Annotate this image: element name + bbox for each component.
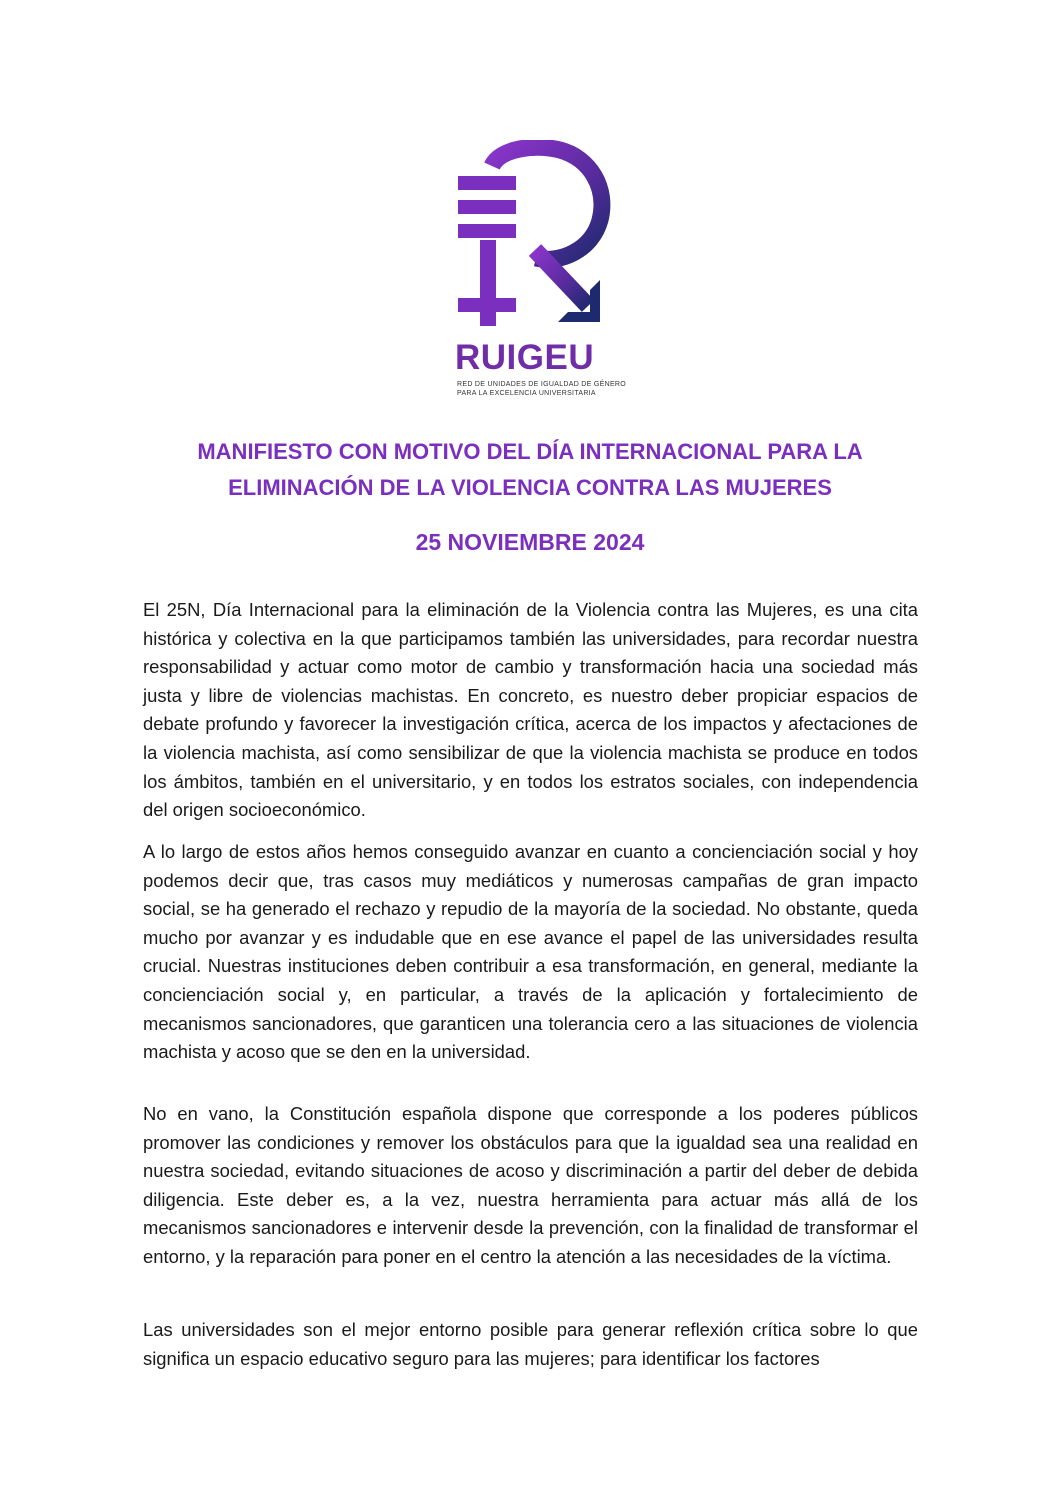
logo-wordmark: RUIGEU — [455, 338, 595, 377]
document-date: 25 NOVIEMBRE 2024 — [415, 529, 645, 555]
logo-subtitle-line1: RED DE UNIDADES DE IGUALDAD DE GÉNERO — [457, 381, 627, 388]
logo-subtitle-line2: PARA LA EXCELENCIA UNIVERSITARIA — [457, 390, 596, 397]
paragraph: El 25N, Día Internacional para la eliminación de la Violencia contra las Mujeres, es una cita histórica y colectiva en la que participamos también las universidades, para recordar nuestra responsabilidad y actuar como motor de cambio y transformación hacia una sociedad más justa y libre de violencias machistas. En concreto, es nuestro deber propiciar espacios de debate profundo y favorecer la investigación crítica, acerca de los impactos y afectaciones de la violencia machista, así como sensibilizar de que la violencia machista se produce en todos los ámbitos, también en el universitario, y en todos los estratos sociales, con independencia del origen socioeconómico. — [143, 599, 918, 821]
document-title-line2: ELIMINACIÓN DE LA VIOLENCIA CONTRA LAS MUJERES — [228, 475, 832, 500]
paragraph: No en vano, la Constitución española dispone que corresponde a los poderes públicos promover las condiciones y remover los obstáculos para que la igualdad sea una realidad en nuestra sociedad, evitando situaciones de acoso y discriminación a partir del deber de debida diligencia. Este deber es, a la vez, nuestra herramienta para actuar más allá de los mecanismos sancionadores e intervenir desde la prevención, con la finalidad de transformar el entorno, y la reparación para poner en el centro la atención a las necesidades de la víctima. — [143, 1103, 918, 1267]
ruigeu-symbol-icon — [440, 140, 620, 340]
paragraph: A lo largo de estos años hemos conseguido avanzar en cuanto a concienciación social y hoy podemos decir que, tras casos muy mediáticos y numerosas campañas de gran impacto social, se ha generado el rechazo y repudio de la mayoría de la sociedad. No obstante, queda mucho por avanzar y es indudable que en ese avance el papel de las universidades resulta crucial. Nuestras instituciones deben contribuir a esa transformación, en general, mediante la concienciación social y, en particular, a través de la aplicación y fortalecimiento de mecanismos sancionadores, que garanticen una tolerancia cero a las situaciones de violencia machista y acoso que se den en la universidad. — [143, 841, 918, 1063]
logo-subtitle — [457, 380, 627, 398]
document-title-line1: MANIFIESTO CON MOTIVO DEL DÍA INTERNACIONAL PARA LA — [197, 439, 863, 464]
paragraph: Las universidades son el mejor entorno posible para generar reflexión crítica sobre lo que significa un espacio educativo seguro para las mujeres; para identificar los factores — [143, 1319, 918, 1369]
